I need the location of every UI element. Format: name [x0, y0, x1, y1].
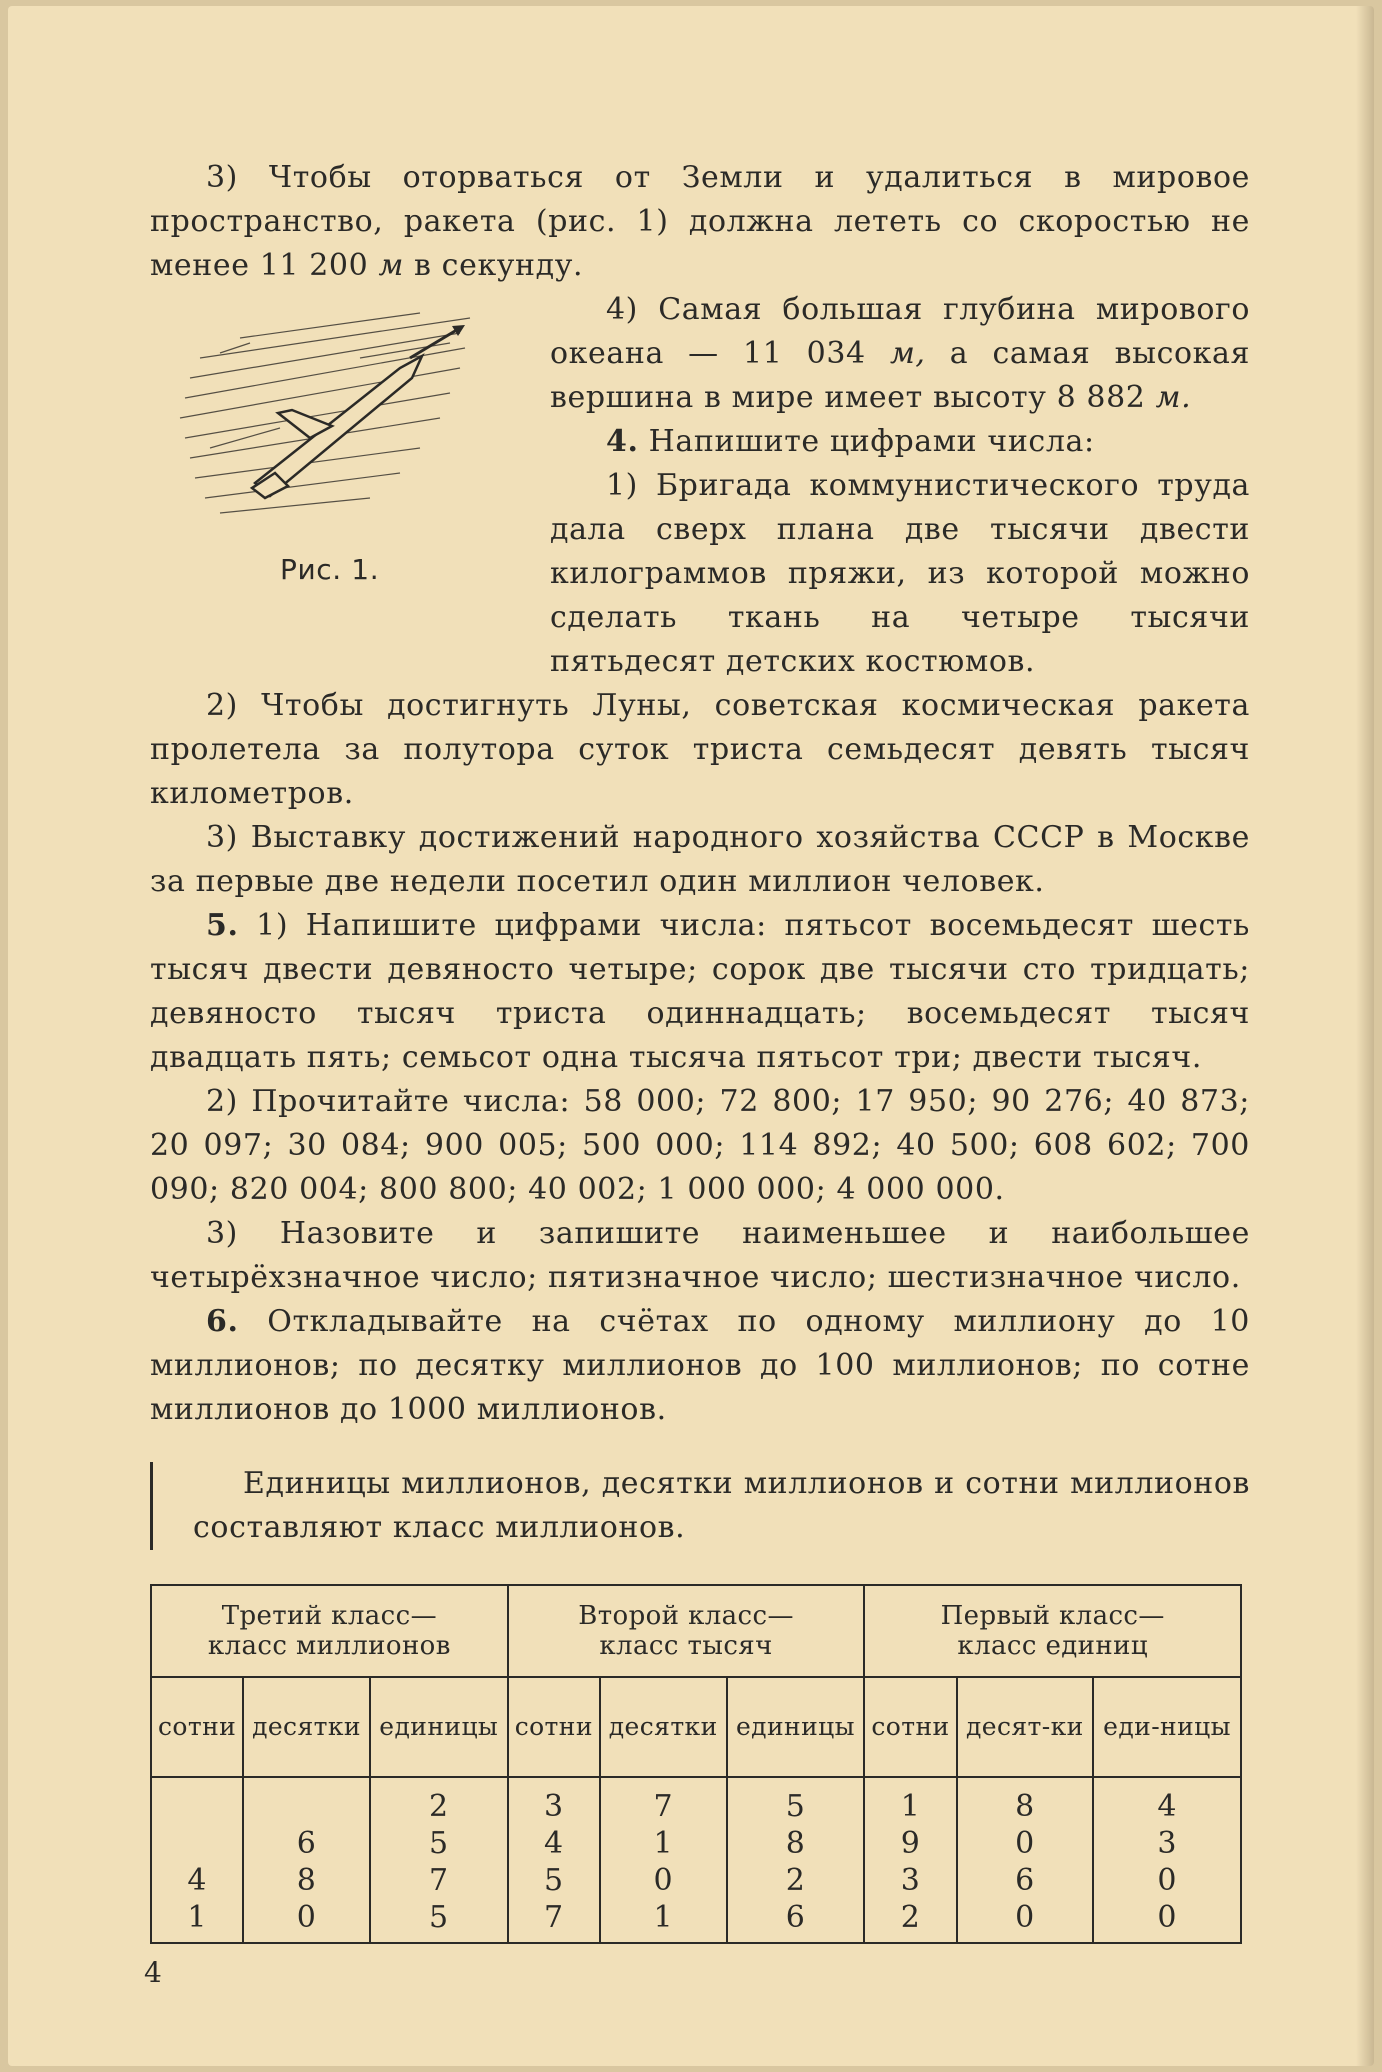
table-cell — [151, 1777, 243, 1943]
header-line: класс миллионов — [207, 1631, 451, 1661]
digit: 5 — [429, 1826, 449, 1861]
task-text: Напишите цифрами числа: — [638, 424, 1095, 459]
digit: 2 — [785, 1863, 806, 1898]
digit: 6 — [296, 1826, 317, 1861]
digit: 4 — [544, 1826, 564, 1861]
table-cell — [508, 1777, 600, 1943]
rocket-illustration — [160, 298, 490, 538]
table-cell — [957, 1777, 1094, 1943]
digit: 3 — [1157, 1826, 1177, 1861]
digit: 1 — [900, 1789, 921, 1824]
task-text: 1) Напишите цифрами числа: пятьсот восемьдесят шесть тысяч двести девяносто четыре; сорок две тысячи сто тридцать; девяносто тысяч триста одиннадцать; восемьдесят тысяч двадцать пять; семьсот одна тысяча пятьсот три; двести тысяч. — [150, 908, 1250, 1075]
task-4-item-1 — [550, 464, 1250, 684]
digit: 0 — [1015, 1826, 1035, 1861]
text-span: 3) Чтобы оторваться от Земли и удалиться в мировое пространство, ракета (рис. 1) должна лететь со скоростью не менее 11 200 — [150, 160, 1250, 283]
text-span: а самая высокая вершина в мире имеет высоту 8 882 — [550, 336, 1251, 415]
subheader-cell: еди-ницы — [1093, 1677, 1241, 1777]
table-cell — [243, 1777, 370, 1943]
header-line: Второй класс— — [578, 1601, 794, 1631]
digit — [152, 1825, 242, 1862]
table-subheader-row — [151, 1677, 1241, 1777]
table-cell — [727, 1777, 865, 1943]
table-cell — [370, 1777, 508, 1943]
subheader-cell: десятки — [243, 1677, 370, 1777]
subheader-cell: сотни — [864, 1677, 956, 1777]
rule-box — [150, 1462, 1250, 1550]
subheader-cell: десят-ки — [957, 1677, 1094, 1777]
header-line: класс тысяч — [599, 1631, 773, 1661]
paragraph-ocean-depth — [550, 288, 1250, 420]
digit: 0 — [1157, 1900, 1177, 1935]
page-content — [150, 156, 1250, 1944]
class-header-units — [864, 1585, 1241, 1677]
task-4-item-2: 2) Чтобы достигнуть Луны, советская космическая ракета пролетела за полутора суток триста семьдесят девять тысяч километров. — [150, 688, 1250, 811]
digit: 8 — [296, 1863, 317, 1898]
digit: 3 — [544, 1789, 564, 1824]
digit: 7 — [544, 1900, 564, 1935]
figure-caption: Рис. 1. — [280, 553, 380, 586]
task-number: 6. — [206, 1304, 239, 1339]
text-span: в секунду. — [403, 248, 584, 283]
digit: 8 — [1015, 1789, 1035, 1824]
task-5-item-3: 3) Назовите и запишите наименьшее и наибольшее четырёхзначное число; пятизначное число; шестизначное число. — [150, 1216, 1250, 1295]
number-classes-table — [150, 1584, 1242, 1944]
page-edge-shadow — [1356, 6, 1374, 2066]
digit: 4 — [187, 1863, 207, 1898]
text-span: 4) Самая большая глубина мирового океана — 11 034 — [550, 292, 1250, 371]
digit: 0 — [1015, 1900, 1035, 1935]
digit: 7 — [653, 1789, 673, 1824]
paragraph-rocket-speed — [150, 156, 1250, 288]
table-cell — [864, 1777, 956, 1943]
subheader-cell: сотни — [151, 1677, 243, 1777]
book-page — [8, 6, 1374, 2066]
table-row — [151, 1777, 1241, 1943]
digit: 0 — [653, 1863, 673, 1898]
digit: 5 — [429, 1900, 449, 1935]
task-5-item-2: 2) Прочитайте числа: 58 000; 72 800; 17 950; 90 276; 40 873; 20 097; 30 084; 900 005; 500 000; 114 892; 40 500; 608 602; 700 090; 820 004; 800 800; 40 002; 1 000 000; 4 000 000. — [150, 1084, 1250, 1207]
digit: 1 — [653, 1900, 673, 1935]
digit: 1 — [653, 1826, 673, 1861]
digit: 5 — [544, 1863, 564, 1898]
subheader-cell: десятки — [600, 1677, 727, 1777]
task-number: 5. — [206, 908, 239, 943]
rule-text: Единицы миллионов, десятки миллионов и сотни миллионов составляют класс миллионов. — [193, 1466, 1250, 1545]
digit: 4 — [1157, 1789, 1177, 1824]
digit — [244, 1788, 369, 1825]
digit: 6 — [1015, 1863, 1035, 1898]
text-right-of-figure — [550, 288, 1250, 464]
digit: 6 — [785, 1900, 806, 1935]
header-line: Третий класс— — [221, 1601, 437, 1631]
task-text: Откладывайте на счётах по одному миллиону до 10 миллионов; по десятку миллионов до 100 миллионов; по сотне миллионов до 1000 миллионов. — [150, 1304, 1250, 1427]
digit: 2 — [429, 1789, 449, 1824]
subheader-cell: единицы — [727, 1677, 865, 1777]
digit: 0 — [1157, 1863, 1177, 1898]
task-4-heading — [550, 420, 1250, 464]
task-5-item-1 — [150, 904, 1250, 1080]
header-line: Первый класс— — [940, 1601, 1165, 1631]
header-line: класс единиц — [957, 1631, 1148, 1661]
digit: 2 — [900, 1900, 921, 1935]
table-class-header-row — [151, 1585, 1241, 1677]
table-cell — [1093, 1777, 1241, 1943]
digit: 3 — [900, 1863, 921, 1898]
task-6 — [150, 1300, 1250, 1432]
digit: 0 — [296, 1900, 317, 1935]
unit-m: м, — [889, 336, 926, 371]
page-number: 4 — [144, 1956, 162, 1989]
subheader-cell: сотни — [508, 1677, 600, 1777]
unit-m: м — [378, 248, 404, 283]
digit: 7 — [429, 1863, 449, 1898]
digit: 8 — [785, 1826, 806, 1861]
table-cell — [600, 1777, 727, 1943]
class-header-millions — [151, 1585, 508, 1677]
task-number: 4. — [606, 424, 639, 459]
task-text: 1) Бригада коммунистического труда дала сверх плана две тысячи двести килограммов пряжи, из которой можно сделать ткань на четыре тысячи пятьдесят детских костюмов. — [550, 468, 1250, 679]
digit: 1 — [187, 1900, 207, 1935]
task-4-item-3: 3) Выставку достижений народного хозяйства СССР в Москве за первые две недели посетил один миллион человек. — [150, 820, 1250, 899]
figure-rocket — [150, 288, 520, 668]
digit — [152, 1788, 242, 1825]
class-header-thousands — [508, 1585, 865, 1677]
digit: 9 — [900, 1826, 921, 1861]
digit: 5 — [785, 1789, 806, 1824]
subheader-cell: единицы — [370, 1677, 508, 1777]
unit-m: м. — [1155, 380, 1192, 415]
